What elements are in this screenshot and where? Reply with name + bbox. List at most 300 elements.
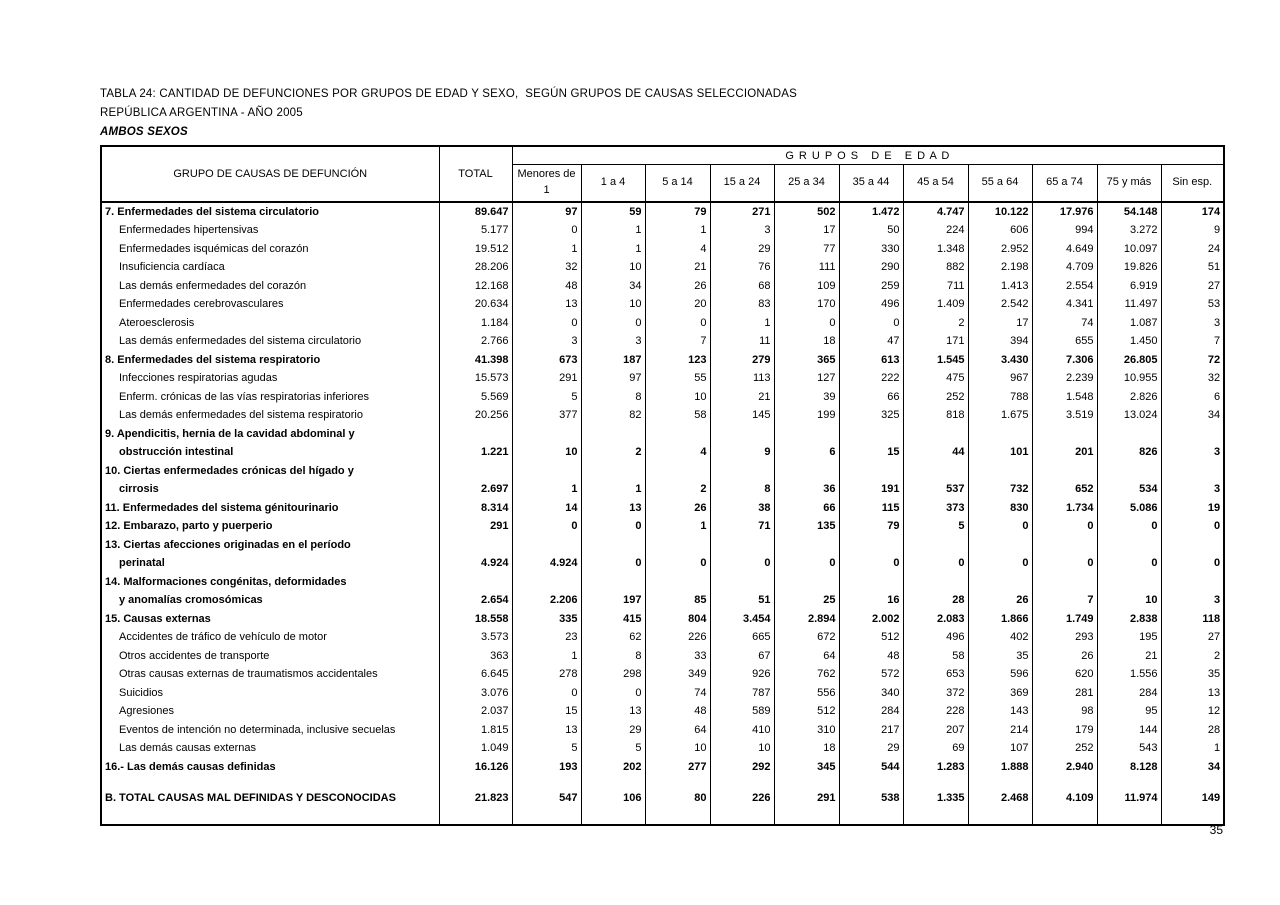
table-row (101, 314, 1224, 333)
cell-value (903, 425, 968, 444)
cell-value: 830 (968, 499, 1032, 518)
cell-value: 118 (1161, 610, 1224, 629)
cell-total: 19.512 (439, 240, 512, 259)
cell-value: 64 (645, 721, 710, 740)
cell-value (1032, 808, 1097, 825)
cell-value: 35 (1161, 665, 1224, 684)
cell-value: 1.335 (903, 789, 968, 808)
cell-value (774, 808, 839, 825)
cell-value: 1.556 (1097, 665, 1161, 684)
table-row (101, 480, 1224, 499)
cell-value: 1.545 (903, 351, 968, 370)
age-column-header: 45 a 54 (903, 165, 968, 202)
cell-value (710, 536, 774, 555)
table-row (101, 351, 1224, 370)
cell-value: 543 (1097, 739, 1161, 758)
cell-value: 0 (581, 314, 645, 333)
cell-total (439, 536, 512, 555)
cell-value: 620 (1032, 665, 1097, 684)
cell-value: 2.198 (968, 258, 1032, 277)
table-row (101, 739, 1224, 758)
cell-total: 2.697 (439, 480, 512, 499)
cell-value: 373 (903, 499, 968, 518)
cell-value: 58 (645, 406, 710, 425)
cell-value: 3 (710, 221, 774, 240)
cell-value: 53 (1161, 295, 1224, 314)
cell-total: 1.184 (439, 314, 512, 333)
cell-total (439, 425, 512, 444)
cell-value (839, 776, 903, 789)
age-column-header: 55 a 64 (968, 165, 1032, 202)
row-label: 9. Apendicitis, hernia de la cavidad abdominal y (105, 427, 355, 440)
cell-value (1032, 462, 1097, 481)
cell-value: 365 (774, 351, 839, 370)
cell-value: 26 (968, 591, 1032, 610)
row-label: cirrosis (119, 483, 159, 495)
row-label: Las demás enfermedades del corazón (119, 279, 307, 292)
cell-value: 0 (1161, 554, 1224, 573)
cell-value: 3 (1161, 591, 1224, 610)
cell-value: 1.409 (903, 295, 968, 314)
cell-value (968, 536, 1032, 555)
cell-value: 3 (1161, 480, 1224, 499)
age-column-header: 35 a 44 (839, 165, 903, 202)
cell-value: 95 (1097, 702, 1161, 721)
row-label: 11. Enfermedades del sistema génitourinario (105, 501, 339, 514)
cell-value: 98 (1032, 702, 1097, 721)
age-column-header: 25 a 34 (774, 165, 839, 202)
cell-value (774, 573, 839, 592)
cell-value: 26 (645, 499, 710, 518)
causes-column-header: GRUPO DE CAUSAS DE DEFUNCIÓN (101, 146, 439, 202)
cell-value: 330 (839, 240, 903, 259)
cell-value: 596 (968, 665, 1032, 684)
cell-value: 48 (839, 647, 903, 666)
cell-value: 15 (512, 702, 581, 721)
cell-value: 0 (1032, 517, 1097, 536)
cell-value: 4.709 (1032, 258, 1097, 277)
cell-value: 0 (968, 554, 1032, 573)
cell-value: 556 (774, 684, 839, 703)
cell-value: 0 (581, 684, 645, 703)
cell-value: 290 (839, 258, 903, 277)
cell-value: 372 (903, 684, 968, 703)
cell-value (1097, 808, 1161, 825)
cell-value: 55 (645, 369, 710, 388)
cell-value: 3.454 (710, 610, 774, 629)
title-block (100, 88, 797, 138)
cell-value: 1.548 (1032, 388, 1097, 407)
cell-value: 1 (581, 240, 645, 259)
cell-value: 145 (710, 406, 774, 425)
cell-value: 16 (839, 591, 903, 610)
cell-value: 20 (645, 295, 710, 314)
row-label: 10. Ciertas enfermedades crónicas del hígado y (105, 464, 354, 477)
cell-value: 2.952 (968, 240, 1032, 259)
cell-value: 475 (903, 369, 968, 388)
cell-value: 71 (710, 517, 774, 536)
cell-value: 13 (512, 295, 581, 314)
cell-value: 17 (774, 221, 839, 240)
cell-value (512, 808, 581, 825)
cell-value: 7 (645, 332, 710, 351)
cell-value: 4.747 (903, 202, 968, 222)
cell-total: 21.823 (439, 789, 512, 808)
cell-value: 48 (645, 702, 710, 721)
cell-value: 226 (645, 628, 710, 647)
row-label: 13. Ciertas afecciones originadas en el período (105, 538, 351, 551)
cell-value: 818 (903, 406, 968, 425)
cell-value: 1 (512, 480, 581, 499)
cell-total: 363 (439, 647, 512, 666)
cell-value: 51 (710, 591, 774, 610)
cell-total: 28.206 (439, 258, 512, 277)
cell-value: 21 (1097, 647, 1161, 666)
cell-value: 0 (581, 554, 645, 573)
cell-value: 0 (645, 314, 710, 333)
cell-value: 0 (1097, 517, 1161, 536)
cell-value: 0 (581, 517, 645, 536)
cell-value: 3 (512, 332, 581, 351)
cell-value (581, 776, 645, 789)
cell-total: 2.037 (439, 702, 512, 721)
cell-value: 6 (1161, 388, 1224, 407)
cell-value: 0 (645, 554, 710, 573)
table-row (101, 221, 1224, 240)
table-row (101, 240, 1224, 259)
cell-value: 174 (1161, 202, 1224, 222)
cell-value (968, 573, 1032, 592)
cell-value: 34 (1161, 758, 1224, 777)
cell-value: 1 (581, 480, 645, 499)
cell-value: 10 (512, 443, 581, 462)
cell-value: 13 (1161, 684, 1224, 703)
row-label: Enfermedades cerebrovasculares (119, 298, 284, 310)
table-row (101, 610, 1224, 629)
cell-value: 10 (645, 739, 710, 758)
cell-total: 6.645 (439, 665, 512, 684)
cell-value: 335 (512, 610, 581, 629)
table-row (101, 647, 1224, 666)
cell-value (645, 462, 710, 481)
cell-value: 994 (1032, 221, 1097, 240)
cell-value: 0 (512, 221, 581, 240)
cell-value (1097, 425, 1161, 444)
cell-value (710, 808, 774, 825)
cell-value: 19 (1161, 499, 1224, 518)
cell-value: 0 (1032, 554, 1097, 573)
age-column-header: 15 a 24 (710, 165, 774, 202)
cell-value: 26.805 (1097, 351, 1161, 370)
cell-value: 34 (581, 277, 645, 296)
age-column-header: Menores de 1 (517, 168, 576, 196)
cell-value: 653 (903, 665, 968, 684)
cell-value: 17 (968, 314, 1032, 333)
cell-value: 4.109 (1032, 789, 1097, 808)
cell-value: 9 (1161, 221, 1224, 240)
cell-value (512, 462, 581, 481)
cell-value: 199 (774, 406, 839, 425)
cell-value: 762 (774, 665, 839, 684)
cell-value: 2 (645, 480, 710, 499)
cell-value (645, 536, 710, 555)
age-column-header: 1 a 4 (581, 165, 645, 202)
cell-value: 1 (1161, 739, 1224, 758)
cell-value: 15 (839, 443, 903, 462)
cell-value: 284 (1097, 684, 1161, 703)
cell-value (581, 425, 645, 444)
cell-value (968, 808, 1032, 825)
cell-value: 0 (968, 517, 1032, 536)
table-row (101, 536, 1224, 555)
row-label: 15. Causas externas (105, 612, 211, 625)
cell-total (439, 776, 512, 789)
cell-value: 496 (839, 295, 903, 314)
cell-total (439, 573, 512, 592)
cell-value: 2.002 (839, 610, 903, 629)
cell-value: 123 (645, 351, 710, 370)
cell-value: 537 (903, 480, 968, 499)
cell-total: 15.573 (439, 369, 512, 388)
cell-value: 5 (512, 388, 581, 407)
cell-value (1097, 536, 1161, 555)
cell-value (512, 776, 581, 789)
cell-value: 1 (512, 647, 581, 666)
row-label: y anomalías cromosómicas (119, 594, 263, 606)
cell-value: 67 (710, 647, 774, 666)
cell-value: 967 (968, 369, 1032, 388)
cell-value: 8 (581, 647, 645, 666)
cell-value (903, 808, 968, 825)
cell-value (1161, 536, 1224, 555)
row-label: Enferm. crónicas de las vías respiratorias inferiores (119, 390, 370, 403)
cell-value: 101 (968, 443, 1032, 462)
cell-value (839, 536, 903, 555)
cell-value: 2.838 (1097, 610, 1161, 629)
cell-value: 0 (512, 517, 581, 536)
cell-value (1161, 776, 1224, 789)
age-column-header: Sin esp. (1161, 165, 1224, 202)
cell-value: 143 (968, 702, 1032, 721)
cell-value: 214 (968, 721, 1032, 740)
cell-value (774, 425, 839, 444)
cell-value: 135 (774, 517, 839, 536)
row-label: Accidentes de tráfico de vehículo de motor (119, 631, 327, 643)
cell-value: 83 (710, 295, 774, 314)
cell-value: 10 (1097, 591, 1161, 610)
cell-value: 293 (1032, 628, 1097, 647)
cell-value: 1.866 (968, 610, 1032, 629)
table-row (101, 462, 1224, 481)
row-label (101, 808, 439, 825)
row-label: Eventos de intención no determinada, inclusive secuelas (119, 723, 396, 736)
cell-value: 32 (512, 258, 581, 277)
cell-value: 115 (839, 499, 903, 518)
cell-value (1161, 573, 1224, 592)
cell-value (581, 573, 645, 592)
row-label: 7. Enfermedades del sistema circulatorio (105, 205, 319, 218)
cell-value: 113 (710, 369, 774, 388)
cell-value: 66 (774, 499, 839, 518)
cell-value: 8.128 (1097, 758, 1161, 777)
table-subtitle-sex: AMBOS SEXOS (100, 126, 188, 138)
row-label: Ateroesclerosis (119, 316, 195, 329)
cell-value (581, 536, 645, 555)
cell-value: 4 (645, 240, 710, 259)
cell-value: 18 (774, 332, 839, 351)
cell-value: 2.894 (774, 610, 839, 629)
cell-value: 13 (581, 702, 645, 721)
row-label: obstrucción intestinal (119, 446, 234, 458)
cell-value: 10.122 (968, 202, 1032, 222)
cell-value: 252 (1032, 739, 1097, 758)
table-row (101, 369, 1224, 388)
row-label: Otros accidentes de transporte (119, 649, 270, 662)
cell-value: 1 (645, 517, 710, 536)
cell-value: 82 (581, 406, 645, 425)
cell-value: 298 (581, 665, 645, 684)
cell-value: 5.086 (1097, 499, 1161, 518)
cell-value (645, 573, 710, 592)
mortality-table (100, 145, 1225, 826)
table-row (101, 425, 1224, 444)
table-row (101, 277, 1224, 296)
cell-value: 7 (1161, 332, 1224, 351)
cell-value: 1.734 (1032, 499, 1097, 518)
cell-value: 149 (1161, 789, 1224, 808)
cell-total: 1.815 (439, 721, 512, 740)
cell-value: 259 (839, 277, 903, 296)
cell-value (903, 536, 968, 555)
cell-value: 6.919 (1097, 277, 1161, 296)
cell-value: 77 (774, 240, 839, 259)
cell-value: 72 (1161, 351, 1224, 370)
cell-value: 170 (774, 295, 839, 314)
cell-value: 349 (645, 665, 710, 684)
cell-value: 197 (581, 591, 645, 610)
cell-value: 547 (512, 789, 581, 808)
spacer-row (101, 776, 1224, 789)
cell-value: 5 (903, 517, 968, 536)
cell-value: 0 (839, 314, 903, 333)
cell-value: 171 (903, 332, 968, 351)
cell-value (1032, 573, 1097, 592)
cell-value: 1.675 (968, 406, 1032, 425)
cell-value: 97 (512, 202, 581, 222)
cell-value: 732 (968, 480, 1032, 499)
cell-value: 217 (839, 721, 903, 740)
cell-value: 512 (774, 702, 839, 721)
cell-value: 68 (710, 277, 774, 296)
cell-value: 711 (903, 277, 968, 296)
cell-value: 74 (645, 684, 710, 703)
cell-value (968, 425, 1032, 444)
cell-value: 2 (1161, 647, 1224, 666)
cell-value: 512 (839, 628, 903, 647)
cell-total: 41.398 (439, 351, 512, 370)
cell-total: 1.049 (439, 739, 512, 758)
cell-value: 109 (774, 277, 839, 296)
cell-value: 3.519 (1032, 406, 1097, 425)
cell-value: 3.430 (968, 351, 1032, 370)
cell-value: 76 (710, 258, 774, 277)
cell-value (1032, 776, 1097, 789)
age-column-header: 65 a 74 (1032, 165, 1097, 202)
cell-value: 19.826 (1097, 258, 1161, 277)
cell-value (710, 776, 774, 789)
cell-value: 0 (903, 554, 968, 573)
cell-value: 54.148 (1097, 202, 1161, 222)
cell-total: 3.076 (439, 684, 512, 703)
cell-value: 28 (903, 591, 968, 610)
cell-value: 377 (512, 406, 581, 425)
cell-value: 606 (968, 221, 1032, 240)
cell-value: 29 (581, 721, 645, 740)
row-label: Suicidios (119, 686, 164, 699)
cell-value: 10 (581, 258, 645, 277)
cell-total: 2.654 (439, 591, 512, 610)
cell-value: 80 (645, 789, 710, 808)
cell-value: 4 (645, 443, 710, 462)
spacer-row (101, 808, 1224, 825)
cell-value: 8 (581, 388, 645, 407)
cell-value: 27 (1161, 628, 1224, 647)
cell-value: 252 (903, 388, 968, 407)
cell-value: 788 (968, 388, 1032, 407)
cell-value: 3 (1161, 314, 1224, 333)
cell-value: 926 (710, 665, 774, 684)
cell-value (645, 776, 710, 789)
cell-value: 278 (512, 665, 581, 684)
cell-value: 2.468 (968, 789, 1032, 808)
cell-value: 191 (839, 480, 903, 499)
cell-value: 0 (512, 684, 581, 703)
cell-value (839, 573, 903, 592)
cell-value: 0 (512, 314, 581, 333)
cell-value (1161, 462, 1224, 481)
cell-value: 97 (581, 369, 645, 388)
cell-value (581, 808, 645, 825)
cell-value: 665 (710, 628, 774, 647)
cell-value: 12 (1161, 702, 1224, 721)
cell-value: 144 (1097, 721, 1161, 740)
table-row (101, 591, 1224, 610)
cell-value: 655 (1032, 332, 1097, 351)
cell-value: 18 (774, 739, 839, 758)
cell-value: 21 (710, 388, 774, 407)
cell-total: 16.126 (439, 758, 512, 777)
cell-value: 1 (581, 221, 645, 240)
cell-value: 502 (774, 202, 839, 222)
cell-value (903, 776, 968, 789)
row-label: Agresiones (119, 705, 175, 717)
table-row (101, 406, 1224, 425)
cell-value: 0 (1097, 554, 1161, 573)
table-row (101, 628, 1224, 647)
cell-value: 538 (839, 789, 903, 808)
cell-value: 0 (774, 554, 839, 573)
cell-value (645, 808, 710, 825)
cell-value (1097, 462, 1161, 481)
row-label: Enfermedades isquémicas del corazón (119, 242, 309, 255)
row-label: Otras causas externas de traumatismos accidentales (119, 668, 378, 680)
cell-total: 89.647 (439, 202, 512, 222)
table-row (101, 665, 1224, 684)
cell-value: 59 (581, 202, 645, 222)
cell-value: 62 (581, 628, 645, 647)
cell-value: 85 (645, 591, 710, 610)
cell-value: 26 (645, 277, 710, 296)
